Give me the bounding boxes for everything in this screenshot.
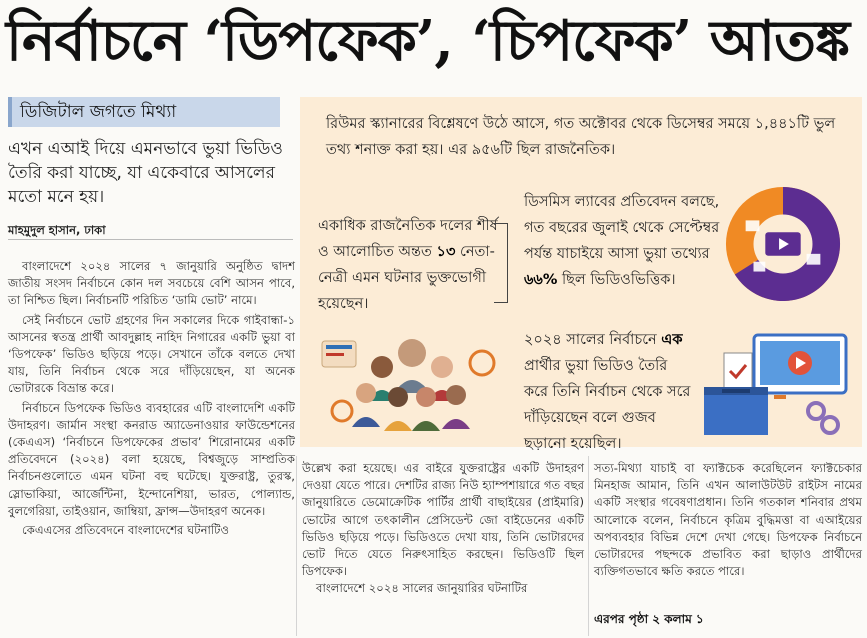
lede-text: এখন এআই দিয়ে এমনভাবে ভুয়া ভিডিও তৈরি করা যাচ্ছে, যা একেবারে আসলের মতো মনে হয়। <box>8 139 283 207</box>
info-candidate-post: প্রার্থীর ভুয়া ভিডিও তৈরি করে তিনি নির্বাচন থেকে সরে দাঁড়িয়েছেন বলে গুজব ছড়ানো হয়েছিল। <box>524 358 691 452</box>
paragraph: নির্বাচনে ডিপফেক ভিডিও ব্যবহারের এটি বাংলাদেশি একটি উদাহরণ। জার্মান সংস্থা কনরাড অ্যাডেনাওয়ার ফাউন্ডেশনের (কেএএস) ‘নির্বাচনে ডিপফেকের প্রভাব’ শিরোনামের একটি প্রতিবেদনে (২০২৪) বলা হয়েছে, বিশ্বজুড়ে সাম্প্রতিক নির্বাচনগুলোতে এমন ঘটনা বহু ঘটেছে। যুক্তরাষ্ট্র, তুরস্ক, স্লোভাকিয়া, আর্জেন্টিনা, ইন্দোনেশিয়া, ভারত, পোল্যান্ড, বুলগেরিয়া, তাইওয়ান, জাম্বিয়া, ফ্রান্স—উদাহরণ অনেক। <box>8 400 295 518</box>
column-divider <box>588 456 589 636</box>
info-candidate-pre: ২০২৪ সালের নির্বাচনে <box>524 332 662 348</box>
infographic-box <box>300 97 862 452</box>
info-statistic-top: রিউমর স্ক্যানারের বিশ্লেষণে উঠে আসে, গত অক্টোবর থেকে ডিসেম্বর সময়ে ১,৪৪১টি ভুল তথ্য শনাক্ত করা হয়। এর ৯৫৬টি ছিল রাজনৈতিক। <box>326 116 836 158</box>
info-video-post: ছিল ভিডিওভিত্তিক। <box>557 272 676 288</box>
info-leaders-pre: একাধিক রাজনৈতিক দলের শীর্ষ ও আলোচিত অন্তত <box>318 218 498 260</box>
info-video-share-note <box>524 189 720 293</box>
byline-name: মাহমুদুল হাসান <box>8 223 76 237</box>
info-candidate-note <box>524 327 692 452</box>
political-leaders-illustration <box>322 323 502 435</box>
info-leaders-post: নেতা-নেত্রী এমন ঘটনার ভুক্তভোগী হয়েছেন। <box>318 244 495 312</box>
info-leaders-note <box>318 213 498 317</box>
article-column-3 <box>594 460 862 586</box>
byline-place: , ঢাকা <box>75 223 106 237</box>
info-video-percent: ৬৬% <box>524 272 558 288</box>
paragraph: সত্য-মিথ্যা যাচাই বা ফ্যাক্টচেক করেছিলেন ফ্যাক্টচেকার মিনহাজ আমান, তিনি এখন আলাউটউট রাইটস নামের একটি সংস্থার গবেষণাপ্রধান। তিনি গতকাল শনিবার প্রথম আলোকে বলেন, নির্বাচনে কৃত্রিম বুদ্ধিমত্তা বা এআইয়ের অপব্যবহার বিভিন্ন দেশে দেখা গেছে। ডিপফেক নির্বাচনে ভোটারদের পছন্দকে প্রভাবিত করা ছাড়াও প্রার্থীদের ব্যক্তিগতভাবে ক্ষতি করতে পারে। <box>594 461 862 579</box>
subhead-banner: ডিজিটাল জগতে মিথ্যা <box>8 97 280 127</box>
info-video-pre: ডিসমিস ল্যাবের প্রতিবেদন বলছে, গত বছরের জুলাই থেকে সেপ্টেম্বর পর্যন্ত যাচাইয়ে আসা ভুয়া তথ্যের <box>524 194 720 262</box>
info-candidate-bold: এক <box>661 332 683 348</box>
continuation-note[interactable]: এরপর পৃষ্ঠা ২ কলাম ১ <box>594 612 704 626</box>
paragraph: বাংলাদেশে ২০২৪ সালের ৭ জানুয়ারি অনুষ্ঠিত দ্বাদশ জাতীয় সংসদ নির্বাচনে কোন দল সবচেয়ে বেশি আসন পাবে, তা নিশ্চিত ছিল। নির্বাচনটি পরিচিত ‘ডামি ভোট’ নামে। <box>8 259 295 308</box>
column-divider <box>296 456 297 636</box>
paragraph: সেই নির্বাচনে ভোট গ্রহণের দিন সকালের দিকে গাইবান্ধা-১ আসনের স্বতন্ত্র প্রার্থী আবদুল্লাহ নাহিদ নিগারের একটি ভুয়া বা ‘ডিপফেক’ ভিডিও ছড়িয়ে পড়ে। সেখানে তাঁকে বলতে দেখা যায়, তিনি নির্বাচন থেকে সরে দাঁড়িয়েছেন, যা অনেক ভোটারকে বিভ্রান্ত করে। <box>8 312 295 396</box>
paragraph: উল্লেখ করা হয়েছে। এর বাইরে যুক্তরাষ্ট্রের একটি উদাহরণ দেওয়া যেতে পারে। দেশটির রাজ্য নিউ হ্যাম্পশায়ারে গত বছর জানুয়ারিতে ডেমোক্রেটিক পার্টির প্রার্থী বাছাইয়ের (প্রাইমারি) ভোটের আগে তৎকালীন প্রেসিডেন্ট জো বাইডেনের একটি ভিডিও ছড়িয়ে পড়ে। ভিডিওতে দেখা যায়, তিনি ভোটারদের ভোট দিতে যেতে নিরুৎসাহিত করছেন। ভিডিওটি ছিল ডিপফেক। <box>302 461 584 579</box>
article-column-2 <box>302 460 584 635</box>
byline <box>8 220 293 240</box>
info-leaders-count: ১৩ <box>436 244 456 260</box>
paragraph: বাংলাদেশে ২০২৪ সালের জানুয়ারির ঘটনাটির <box>316 581 528 596</box>
headline: নির্বাচনে ‘ডিপফেক’, ‘চিপফেক’ আতঙ্ক <box>6 8 850 74</box>
paragraph: কেএএসের প্রতিবেদনে বাংলাদেশের ঘটনাটিও <box>22 523 230 538</box>
article-column-1 <box>8 258 295 630</box>
ballot-box-video-illustration <box>694 329 856 441</box>
video-donut-icon <box>724 185 842 303</box>
bracket-connector <box>494 223 508 303</box>
